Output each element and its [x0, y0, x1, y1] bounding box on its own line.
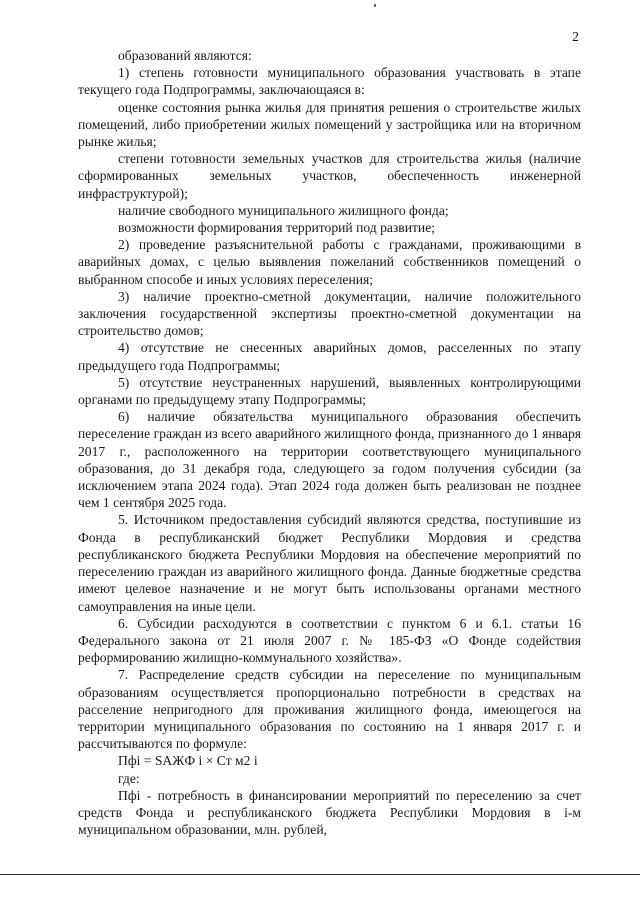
paragraph: 1) степень готовности муниципального образования участвовать в этапе текущего года Подпрограммы, заключающаяся в:	[78, 65, 581, 98]
paragraph: образований являются:	[118, 48, 252, 63]
paragraph: 5) отсутствие неустраненных нарушений, выявленных контролирующими органами по предыдущему этапу Подпрограммы;	[78, 374, 581, 408]
paragraph: 2) проведение разъяснительной работы с гражданами, проживающими в аварийных домах, с целью выявления пожеланий собственников помещений о выбранном способе и иных условиях переселения;	[78, 237, 581, 287]
paragraph: наличие свободного муниципального жилищного фонда;	[118, 202, 449, 218]
paragraph: возможности формирования территорий под развитие;	[118, 220, 436, 236]
scan-mark	[374, 4, 376, 7]
paragraph: 4) отсутствие не снесенных аварийных домов, расселенных по этапу предыдущего года Подпрограммы;	[78, 340, 581, 373]
paragraph-list	[78, 47, 581, 752]
paragraph: степени готовности земельных участков для строительства жилья (наличие сформированных земельных участков, обеспеченность инженерной инфраструктурой);	[78, 151, 581, 201]
document-body	[78, 47, 581, 838]
page-number: 2	[572, 30, 579, 45]
paragraph: 6) наличие обязательства муниципального образования обеспечить переселение граждан из всего аварийного жилищного фонда, признанного до 1 января 2017 г., расположенного на территории соответствующего муниципального образования, до 31 декабря года, следующего за годом получения субсидии (за исключением этапа 2024 года). Этап 2024 года должен быть реализован не позднее чем 1 сентября 2025 года.	[78, 409, 581, 511]
paragraph: оценке состояния рынка жилья для принятия решения о строительстве жилых помещений, либо приобретении жилых помещений у застройщика или на вторичном рынке жилья;	[78, 99, 581, 150]
bottom-rule	[0, 874, 640, 875]
paragraph: 3) наличие проектно-сметной документации, наличие положительного заключения государственной экспертизы проектно-сметной документации на строительство домов;	[78, 288, 581, 339]
paragraph: 7. Распределение средств субсидии на переселение по муниципальным образованиям осуществляется пропорционально потребности в средствах на расселение непригодного для проживания жилищного фонда, имеющегося на территории муниципального образования по состоянию на 1 января 2017 г. и рассчитываются по формуле:	[78, 667, 581, 752]
formula: Пфi = SАЖФ i × Ст м2 i	[118, 753, 258, 769]
paragraph: 6. Субсидии расходуются в соответствии с пунктом 6 и 6.1. статьи 16 Федерального закона от 21 июля 2007 г. № 185-ФЗ «О Фонде содействия реформированию жилищно-коммунального хозяйства».	[78, 615, 581, 666]
definition-paragraph: Пфi - потребность в финансировании мероприятий по переселению за счет средств Фонда и республиканского бюджета Республики Мордовия в i-м муниципальном образовании, млн. рублей,	[78, 787, 581, 838]
where-label: где:	[118, 770, 140, 786]
paragraph: 5. Источником предоставления субсидий являются средства, поступившие из Фонда в республиканский бюджет Республики Мордовия и средства республиканского бюджета Республики Мордовия на обеспечение мероприятий по переселению граждан из аварийного жилищного фонда. Данные бюджетные средства имеют целевое назначение и не могут быть использованы органами местного самоуправления на иные цели.	[78, 512, 581, 614]
